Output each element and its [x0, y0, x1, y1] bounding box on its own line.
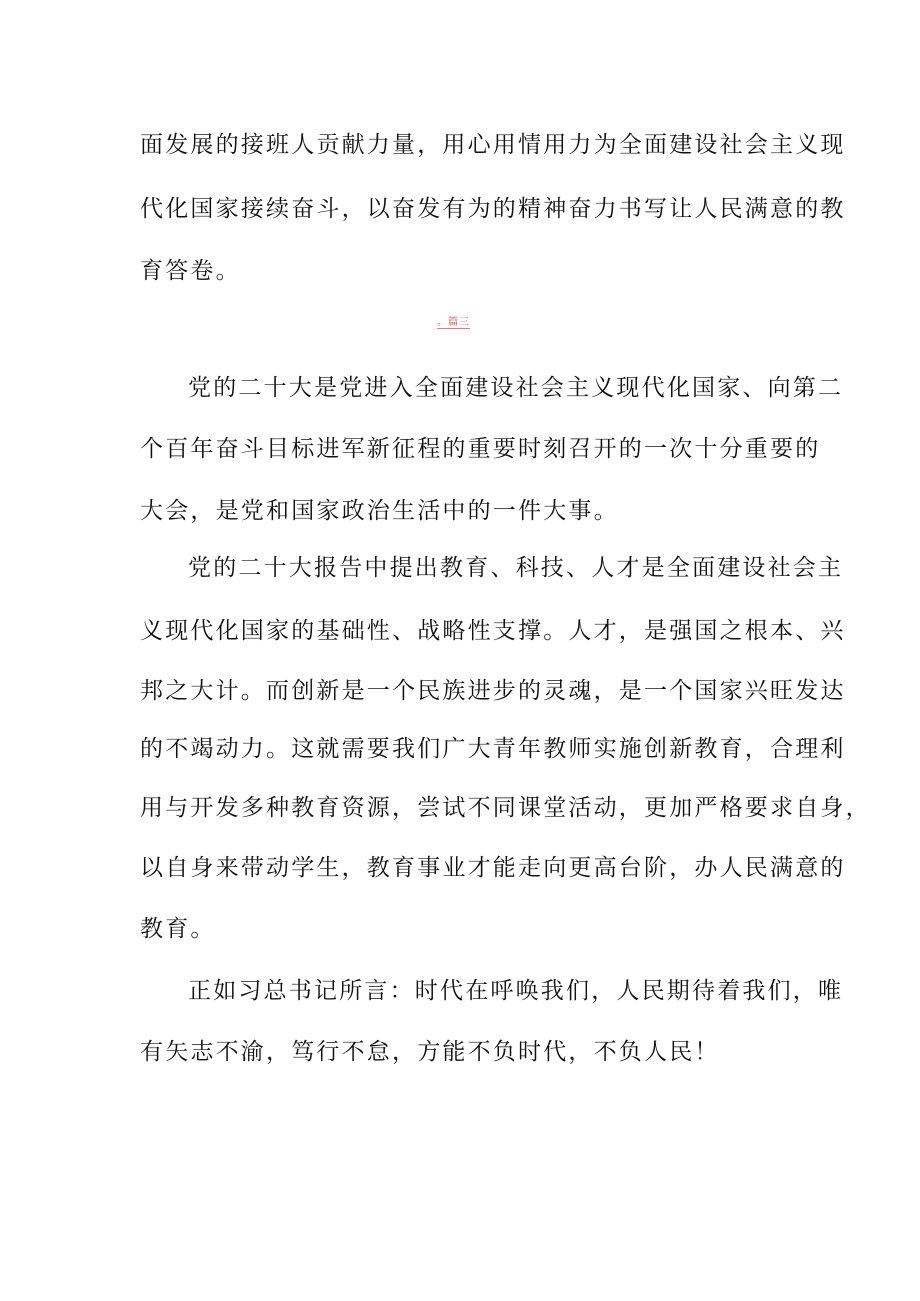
text-line: 育答卷。	[140, 258, 241, 284]
paragraph-line: 个百年奋斗目标进军新征程的重要时刻召开的一次十分重要的	[140, 436, 821, 462]
paragraph-line: 的不竭动力。这就需要我们广大青年教师实施创新教育，合理利	[140, 736, 846, 762]
paragraph-line: 正如习总书记所言：时代在呼唤我们，人民期待着我们，唯	[188, 978, 844, 1004]
section-divider-mark: 。篇三	[437, 317, 470, 328]
paragraph-line: 义现代化国家的基础性、战略性支撑。人才，是强国之根本、兴	[140, 618, 846, 644]
text-line: 面发展的接班人贡献力量，用心用情用力为全面建设社会主义现	[140, 132, 846, 158]
text-line: 代化国家接续奋斗，以奋发有为的精神奋力书写让人民满意的教	[140, 196, 846, 222]
paragraph-line: 有矢志不渝，笃行不怠，方能不负时代，不负人民！	[140, 1039, 720, 1065]
paragraph-line: 党的二十大是党进入全面建设社会主义现代化国家、向第二	[188, 375, 844, 401]
paragraph-line: 教育。	[140, 916, 216, 942]
paragraph-line: 邦之大计。而创新是一个民族进步的灵魂，是一个国家兴旺发达	[140, 678, 846, 704]
paragraph-line: 党的二十大报告中提出教育、科技、人才是全面建设社会主	[188, 555, 844, 581]
paragraph-line: 用与开发多种教育资源，尝试不同课堂活动，更加严格要求自身，	[140, 795, 871, 821]
paragraph-line: 大会，是党和国家政治生活中的一件大事。	[140, 498, 619, 524]
paragraph-line: 以自身来带动学生，教育事业才能走向更高台阶，办人民满意的	[140, 855, 846, 881]
